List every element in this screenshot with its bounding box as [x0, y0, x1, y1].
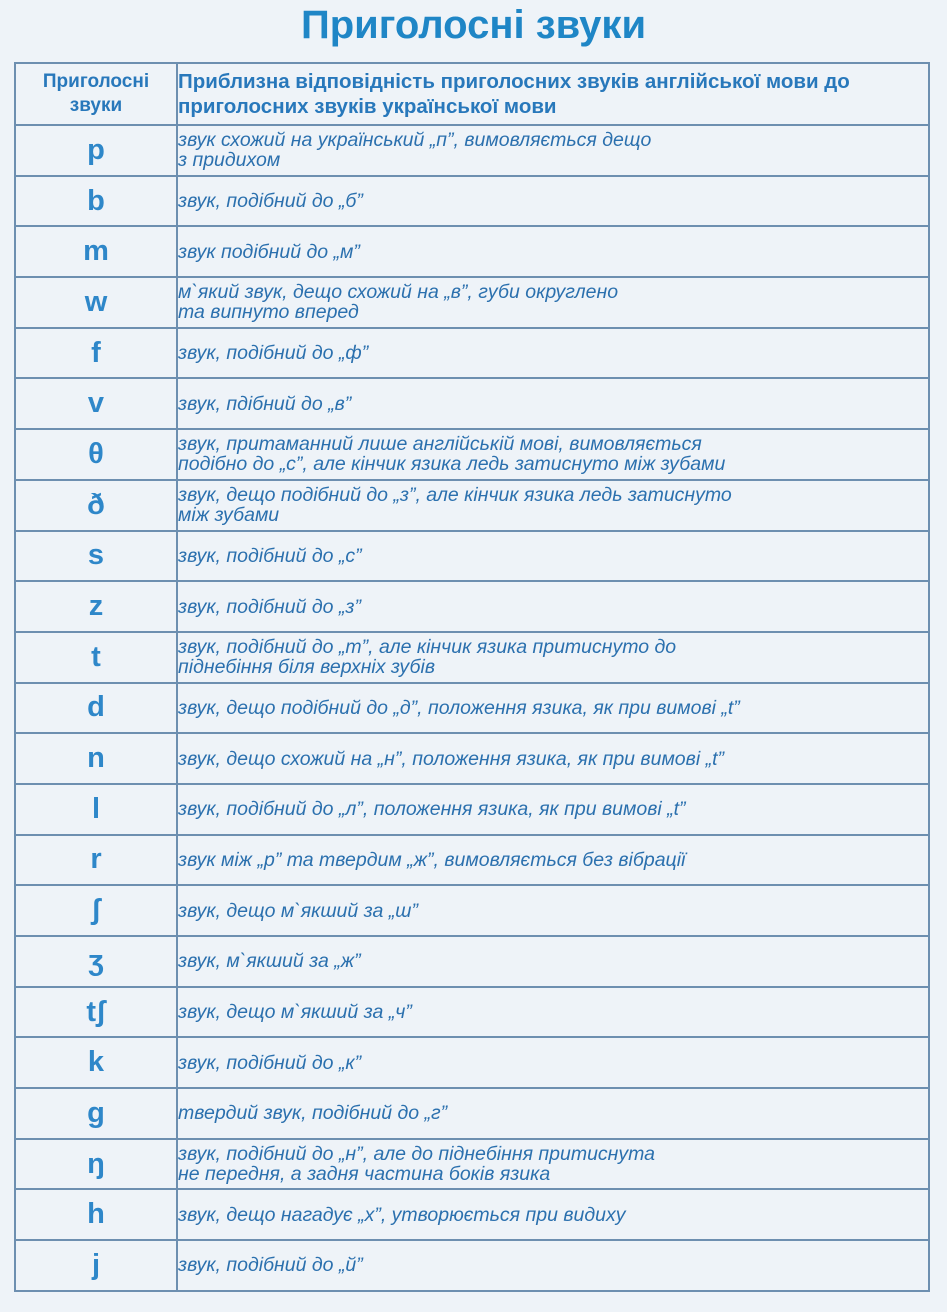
- sound-description: звук, подібний до „с”: [177, 531, 929, 582]
- sound-symbol: ʒ: [15, 936, 177, 987]
- sound-symbol: j: [15, 1240, 177, 1291]
- sound-description: звук, дещо нагадує „х”, утворюється при видиху: [177, 1189, 929, 1240]
- sound-description: звук, м`якший за „ж”: [177, 936, 929, 987]
- sound-symbol: n: [15, 733, 177, 784]
- table-row: [15, 835, 929, 886]
- table-row: [15, 1037, 929, 1088]
- table-row: [15, 885, 929, 936]
- sound-symbol: r: [15, 835, 177, 886]
- sound-description: звук, подібний до „з”: [177, 581, 929, 632]
- table-row: [15, 784, 929, 835]
- page-title: Приголосні звуки: [300, 3, 647, 47]
- sound-symbol: tʃ: [15, 987, 177, 1038]
- table-row: [15, 277, 929, 328]
- sound-description: звук, подібний до „к”: [177, 1037, 929, 1088]
- sound-symbol: d: [15, 683, 177, 734]
- sound-symbol: m: [15, 226, 177, 277]
- sound-symbol: ʃ: [15, 885, 177, 936]
- sound-description: твердий звук, подібний до „г”: [177, 1088, 929, 1139]
- sound-description: звук, подібний до „й”: [177, 1240, 929, 1291]
- sound-description: звук, дещо м`якший за „ч”: [177, 987, 929, 1038]
- sound-description: звук схожий на український „п”, вимовляється дещо з придихом: [177, 125, 929, 176]
- table-row: [15, 1240, 929, 1291]
- consonants-table: [14, 62, 930, 1292]
- sound-symbol: b: [15, 176, 177, 227]
- sound-description: звук, подібний до „ф”: [177, 328, 929, 379]
- sound-symbol: f: [15, 328, 177, 379]
- sound-symbol: ŋ: [15, 1139, 177, 1190]
- table-row: [15, 581, 929, 632]
- sound-description: звук між „р” та твердим „ж”, вимовляється без вібрації: [177, 835, 929, 886]
- header-description-column: Приблизна відповідність приголосних звуків англійської мови до приголосних звуків української мови: [177, 63, 929, 125]
- table-row: [15, 328, 929, 379]
- sound-description: звук, подібний до „л”, положення язика, як при вимові „t”: [177, 784, 929, 835]
- table-row: [15, 378, 929, 429]
- sound-symbol: g: [15, 1088, 177, 1139]
- table-row: [15, 632, 929, 683]
- sound-symbol: l: [15, 784, 177, 835]
- table-row: [15, 480, 929, 531]
- sound-symbol: k: [15, 1037, 177, 1088]
- sound-description: звук подібний до „м”: [177, 226, 929, 277]
- table-row: [15, 936, 929, 987]
- table-row: [15, 733, 929, 784]
- sound-description: звук, подібний до „н”, але до піднебіння притиснута не передня, а задня частина боків язика: [177, 1139, 929, 1190]
- sound-description: м`який звук, дещо схожий на „в”, губи округлено та випнуто вперед: [177, 277, 929, 328]
- table-row: [15, 125, 929, 176]
- sound-symbol: v: [15, 378, 177, 429]
- sound-symbol: z: [15, 581, 177, 632]
- sound-description: звук, дещо схожий на „н”, положення язика, як при вимові „t”: [177, 733, 929, 784]
- sound-description: звук, дещо м`якший за „ш”: [177, 885, 929, 936]
- header-sound-column: Приголосні звуки: [15, 63, 177, 125]
- sound-description: звук, подібний до „т”, але кінчик язика притиснуто до піднебіння біля верхніх зубів: [177, 632, 929, 683]
- sound-symbol: w: [15, 277, 177, 328]
- sound-symbol: p: [15, 125, 177, 176]
- table-row: [15, 1088, 929, 1139]
- table-row: [15, 531, 929, 582]
- sound-symbol: s: [15, 531, 177, 582]
- table-row: [15, 176, 929, 227]
- sound-description: звук, пдібний до „в”: [177, 378, 929, 429]
- table-row: [15, 226, 929, 277]
- table-row: [15, 1189, 929, 1240]
- sound-description: звук, дещо подібний до „д”, положення язика, як при вимові „t”: [177, 683, 929, 734]
- sound-symbol: t: [15, 632, 177, 683]
- table-row: [15, 429, 929, 480]
- sound-description: звук, подібний до „б”: [177, 176, 929, 227]
- table-row: [15, 683, 929, 734]
- sound-symbol: θ: [15, 429, 177, 480]
- sound-symbol: h: [15, 1189, 177, 1240]
- table-row: [15, 1139, 929, 1190]
- table-header-row: [15, 63, 929, 125]
- table-row: [15, 987, 929, 1038]
- sound-symbol: ð: [15, 480, 177, 531]
- sound-description: звук, притаманний лише англійській мові, вимовляється подібно до „с”, але кінчик язика ледь затиснуто між зубами: [177, 429, 929, 480]
- sound-description: звук, дещо подібний до „з”, але кінчик язика ледь затиснуто між зубами: [177, 480, 929, 531]
